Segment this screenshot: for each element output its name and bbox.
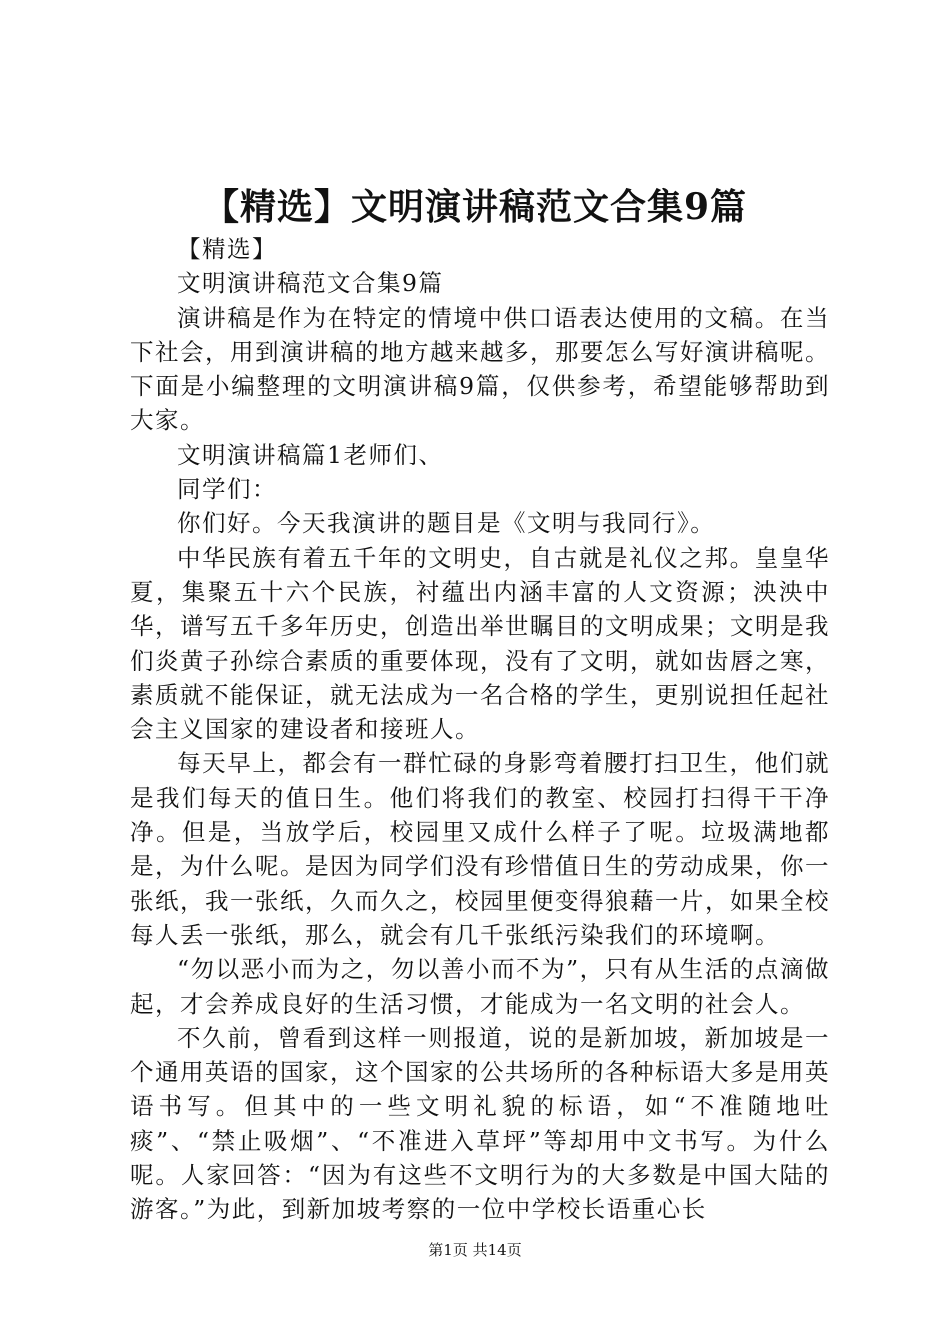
- paragraph: 【精选】: [177, 235, 277, 263]
- document-title: 【精选】文明演讲稿范文合集9篇: [202, 186, 748, 228]
- paragraph: 你们好。今天我演讲的题目是《文明与我同行》。: [177, 509, 716, 538]
- paragraph: 演讲稿是作为在特定的情境中供口语表达使用的文稿。在当下社会，用到演讲稿的地方越来越多，那要怎么写好演讲稿呢。下面是小编整理的文明演讲稿9篇，仅供参考，希望能够帮助到大家。: [130, 303, 830, 435]
- paragraph: “勿以恶小而为之，勿以善小而不为”，只有从生活的点滴做起，才会养成良好的生活习惯，才能成为一名文明的社会人。: [130, 955, 830, 1018]
- paragraph: 同学们：: [177, 475, 277, 504]
- page-number-footer: 第1页 共14页: [428, 1241, 522, 1259]
- paragraph: 中华民族有着五千年的文明史，自古就是礼仪之邦。皇皇华夏，集聚五十六个民族，衬蕴出内涵丰富的人文资源；泱泱中华，谱写五千多年历史，创造出举世瞩目的文明成果；文明是我们炎黄子孙综合素质的重要体现，没有了文明，就如齿唇之寒，素质就不能保证，就无法成为一名合格的学生，更别说担任起社会主义国家的建设者和接班人。: [130, 543, 830, 744]
- paragraph: 文明演讲稿范文合集9篇: [177, 269, 444, 298]
- document-body: [130, 232, 830, 1227]
- paragraph: 文明演讲稿篇1老师们、: [177, 440, 444, 469]
- paragraph: 不久前，曾看到这样一则报道，说的是新加坡，新加坡是一个通用英语的国家，这个国家的公共场所的各种标语大多是用英语书写。但其中的一些文明礼貌的标语，如“不准随地吐痰”、“禁止吸烟”、“不准进入草坪”等却用中文书写。为什么呢。人家回答：“因为有这些不文明行为的大多数是中国大陆的游客。”为此，到新加坡考察的一位中学校长语重心长: [130, 1023, 830, 1224]
- paragraph: 每天早上，都会有一群忙碌的身影弯着腰打扫卫生，他们就是我们每天的值日生。他们将我们的教室、校园打扫得干干净净。但是，当放学后，校园里又成什么样子了呢。垃圾满地都是，为什么呢。是因为同学们没有珍惜值日生的劳动成果，你一张纸，我一张纸，久而久之，校园里便变得狼藉一片，如果全校每人丢一张纸，那么，就会有几千张纸污染我们的环境啊。: [130, 749, 830, 949]
